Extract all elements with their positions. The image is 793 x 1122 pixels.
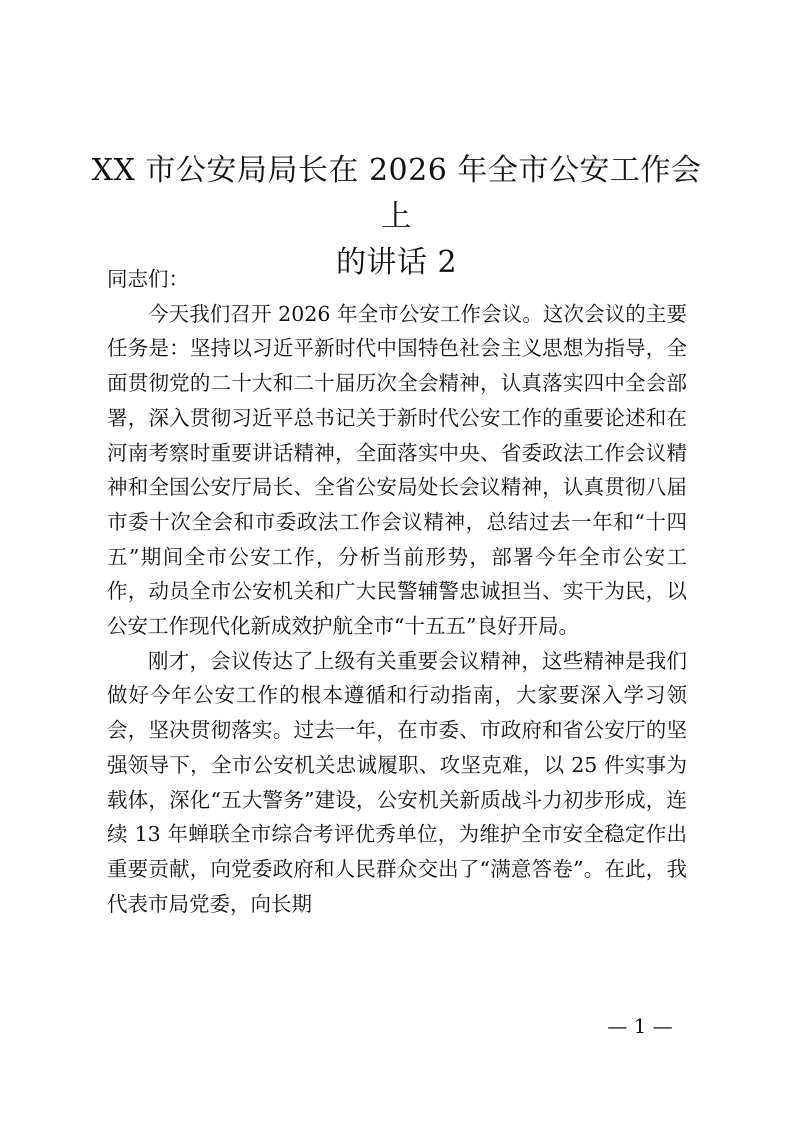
salutation: 同志们：	[107, 267, 189, 291]
paragraph-1: 今天我们召开 2026 年全市公安工作会议。这次会议的主要任务是：坚持以习近平新时代中国特色社会主义思想为指导，全面贯彻党的二十大和二十届历次全会精神，认真落实四中全会部署，深入贯彻习近平总书记关于新时代公安工作的重要论述和在河南考察时重要讲话精神，全面落实中央、省委政法工作会议精神和全国公安厅局长、全省公安局处长会议精神，认真贯彻八届市委十次全会和市委政法工作会议精神，总结过去一年和“十四五”期间全市公安工作，分析当前形势，部署今年全市公安工作，动员全市公安机关和广大民警辅警忠诚担当、实干为民，以公安工作现代化新成效护航全市“十五五”良好开局。	[107, 301, 687, 639]
paragraph-2: 刚才，会议传达了上级有关重要会议精神，这些精神是我们做好今年公安工作的根本遵循和行动指南，大家要深入学习领会，坚决贯彻落实。过去一年，在市委、市政府和省公安厅的坚强领导下，全市公安机关忠诚履职、攻坚克难，以 25 件实事为载体，深化“五大警务”建设，公安机关新质战斗力初步形成，连续 13 年蝉联全市综合考评优秀单位，为维护全市安全稳定作出重要贡献，向党委政府和人民群众交出了“满意答卷”。在此，我代表市局党委，向长期	[107, 648, 687, 916]
title-line-1: XX 市公安局局长在 2026 年全市公安工作会上	[91, 153, 702, 234]
document-body	[107, 262, 687, 921]
page-number: — 1 —	[607, 1014, 673, 1038]
title-line-2: 的讲话 2	[335, 245, 458, 280]
